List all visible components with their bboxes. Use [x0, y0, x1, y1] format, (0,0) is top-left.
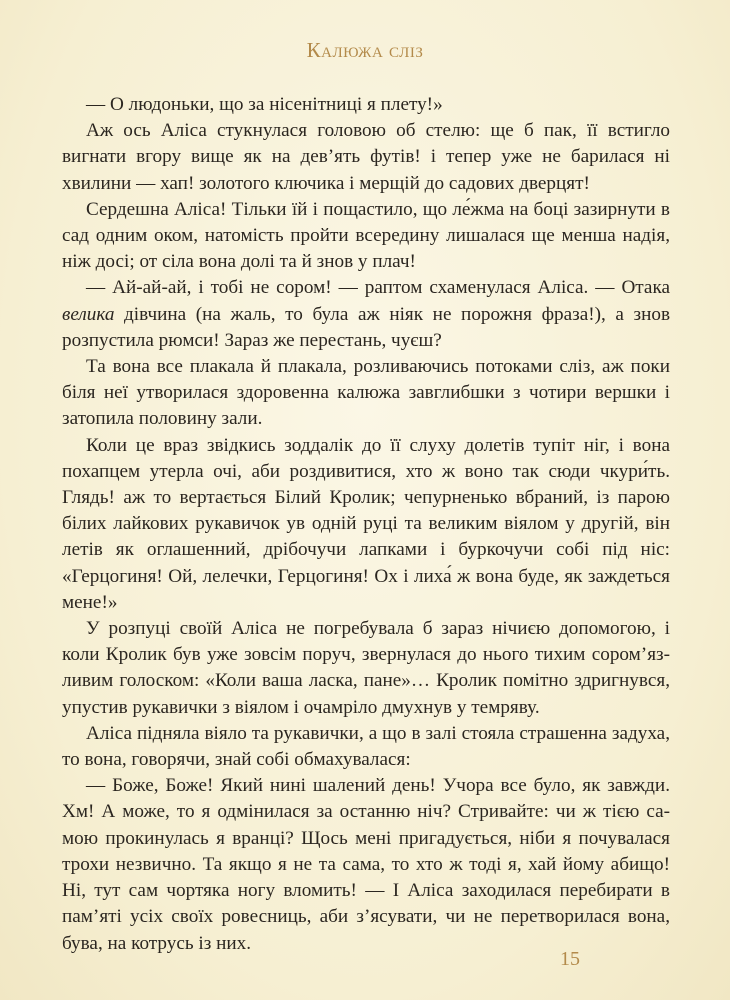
paragraph: Аж ось Аліса стукнулася головою об стелю: ще б пак, її встигло вигнати вгору вище як на дев’ять футів! і тепер уже не барилася ні хвилини — хап! золотого ключика і мерщій до садових дверцят! — [62, 120, 670, 194]
paragraph: — Ай-ай-ай, і тобі не сором! — раптом схаменулася Аліса. — Отака велика дівчина (на жаль, то була аж ніяк не порожня фраза!), а знов розпустила рюмси! Зараз же перестань, чуєш? — [62, 277, 670, 351]
paragraph: — О людоньки, що за нісенітниці я плету!» — [86, 94, 443, 115]
paragraph: Коли це враз звідкись зоддалік до її слуху долетів тупіт ніг, і вона похапцем утерла очі, аби роздивитися, хто ж воно так сюди чкури́ть. Глядь! аж то вертається Білий Кролик; чепурненько вбраний, із парою білих лайкових рукавичок ув одній руці та великим віялом у другій, він летів як оглашенний, дрібочучи лапками і буркочучи собі під ніс: «Герцогиня! Ой, лелечки, Герцогиня! Ох і лиха́ ж вона буде, як заждеться мене!» — [62, 434, 670, 613]
paragraph: — Боже, Боже! Який нині шалений день! Учора все було, як завжди. Хм! А може, то я одмінилася за останню ніч? Стривайте: чи ж тією самою прокинулась я вранці? Щось мені пригадується, ніби я почувалася трохи незвично. Та якщо я не та сама, то хто ж тоді я, хай йому абищо! Ні, тут сам чортяка ногу вломить! — І Аліса заходилася перебирати в пам’яті усіх своїх ровесниць, аби з’ясувати, чи не перетворилася вона, бува, на котрусь із них. — [62, 775, 670, 954]
paragraph: Сердешна Аліса! Тільки їй і пощастило, що ле́жма на боці зазирнути в сад одним оком, натомість пройти всередину лишалася ще менша надія, ніж досі; от сіла вона долі та й знов у плач! — [62, 198, 670, 273]
body-text — [62, 92, 670, 957]
emphasis: велика — [62, 303, 115, 325]
paragraph: Та вона все плакала й плакала, розливаючись потоками сліз, аж поки біля неї утворилася здоровенна калюжа завглибшки з чотири вершки і затопила половину зали. — [62, 356, 670, 430]
running-head: Калюжа сліз — [306, 38, 424, 62]
paragraph: Аліса підняла віяло та рукавички, а що в залі стояла страшенна задуха, то вона, говорячи, знай собі обмахувалася: — [62, 722, 670, 771]
page-number: 15 — [560, 948, 580, 970]
paragraph: У розпуці своїй Аліса не погребувала б зараз нічиєю допомогою, і коли Кролик був уже зовсім поруч, звернулася до нього тихим сором’язливим голоском: «Коли ваша ласка, пане»… Кролик помітно здригнувся, упустив рукавички з віялом і очамріло дмухнув у темряву. — [62, 618, 670, 718]
